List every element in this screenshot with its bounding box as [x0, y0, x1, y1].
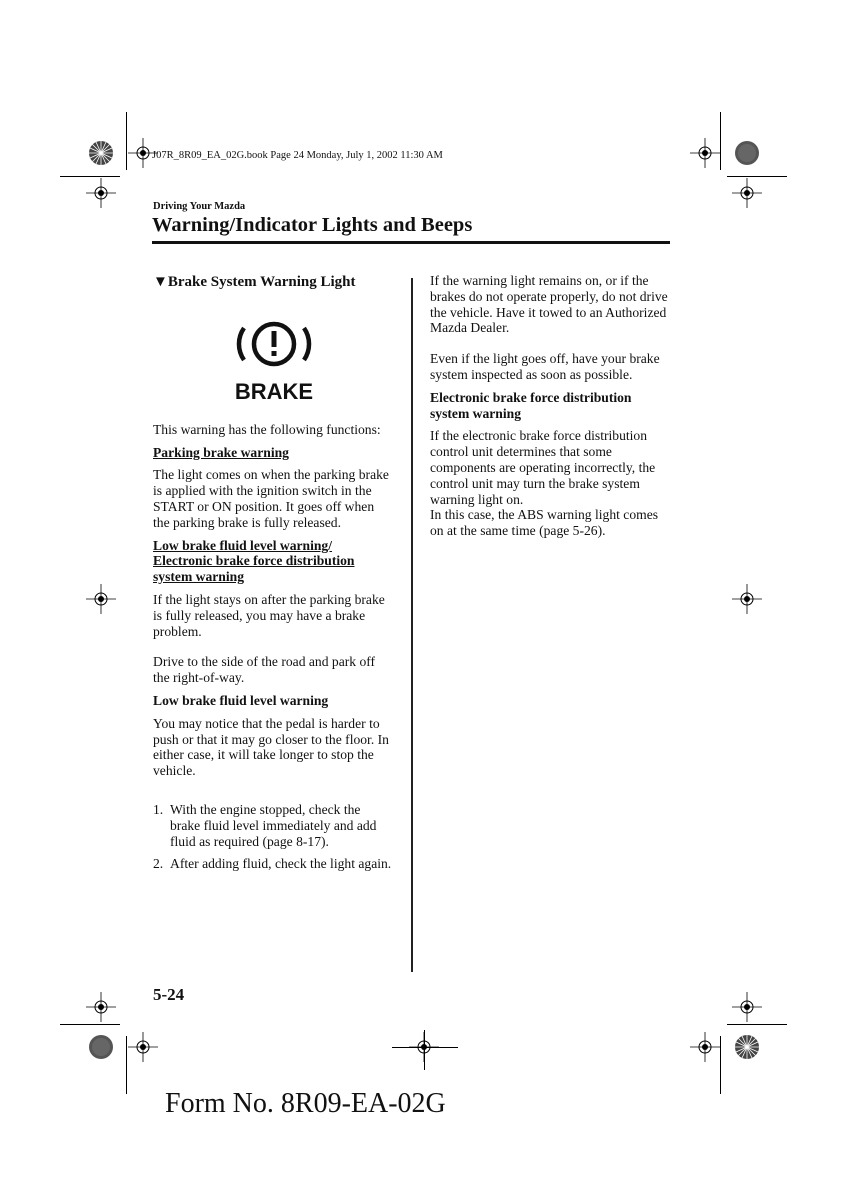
brake-icon-label: BRAKE — [234, 378, 314, 404]
crosshair-mark-icon — [86, 992, 116, 1022]
parking-brake-heading: Parking brake warning — [153, 444, 289, 460]
gray-dot-mark-icon — [88, 1034, 114, 1060]
crosshair-mark-icon — [690, 1032, 720, 1062]
sunburst-mark-icon — [734, 1034, 760, 1060]
crosshair-mark-icon — [86, 584, 116, 614]
crop-line — [720, 112, 721, 170]
parking-brake-text: The light comes on when the parking brake is applied with the ignition switch in the START or ON position. It goes off when the parking brake is fully released. — [153, 467, 389, 530]
sunburst-mark-icon — [88, 140, 114, 166]
crop-line — [60, 1024, 120, 1025]
gray-dot-mark-icon — [734, 140, 760, 166]
remains-on-text: If the warning light remains on, or if the brakes do not operate properly, do not drive the vehicle. Have it towed to an Authorized Mazda Dealer. — [430, 273, 668, 336]
crop-line — [126, 112, 127, 170]
goes-off-text: Even if the light goes off, have your brake system inspected as soon as possible. — [430, 351, 660, 382]
crop-line — [727, 1024, 787, 1025]
drive-aside-text: Drive to the side of the road and park off the right-of-way. — [153, 654, 376, 686]
down-triangle-icon: ▼ — [153, 274, 168, 290]
pedal-notice-text: You may notice that the pedal is harder to push or that it may go closer to the floor. In either case, it will take longer to stop the vehicle. — [153, 715, 389, 779]
brake-symbol-icon — [232, 314, 316, 376]
crop-line — [727, 176, 787, 177]
low-fluid-subheading: Low brake fluid level warning — [153, 692, 329, 708]
stays-on-text: If the light stays on after the parking brake is fully released, you may have a brake problem. — [153, 591, 385, 639]
crosshair-mark-icon — [86, 178, 116, 208]
right-column — [430, 273, 670, 539]
list-item: 1. With the engine stopped, check the brake fluid level immediately and add fluid as required (page 8-17). — [153, 801, 377, 849]
crop-line — [424, 1030, 425, 1070]
title-rule — [152, 241, 670, 244]
crop-line — [392, 1047, 458, 1048]
list-item: 2. After adding fluid, check the light again. — [153, 856, 392, 872]
crosshair-mark-icon — [690, 138, 720, 168]
left-column — [153, 273, 393, 872]
form-number: Form No. 8R09-EA-02G — [165, 1088, 446, 1119]
section-heading — [153, 273, 393, 291]
section-label: Driving Your Mazda — [153, 201, 246, 212]
crop-line — [60, 176, 120, 177]
file-info-header: J07R_8R09_EA_02G.book Page 24 Monday, July 1, 2002 11:30 AM — [152, 150, 443, 161]
low-fluid-heading: Low brake fluid level warning/ Electronic brake force distribution system warning — [153, 537, 355, 585]
abs-text: In this case, the ABS warning light comes on at the same time (page 5-26). — [430, 507, 659, 539]
crosshair-mark-icon — [128, 1032, 158, 1062]
steps-list — [153, 802, 393, 872]
crosshair-mark-icon — [732, 584, 762, 614]
crop-line — [126, 1036, 127, 1094]
ebd-heading: Electronic brake force distribution system warning — [430, 389, 632, 421]
intro-text: This warning has the following functions: — [153, 421, 381, 437]
crosshair-mark-icon — [732, 178, 762, 208]
ebd-text: If the electronic brake force distribution control unit determines that some components are operating incorrectly, the control unit may turn the brake system warning light on. — [430, 428, 656, 507]
crosshair-mark-icon — [732, 992, 762, 1022]
crop-line — [720, 1036, 721, 1094]
column-divider — [411, 278, 413, 972]
section-heading-text: Brake System Warning Light — [167, 274, 356, 290]
page-number: 5-24 — [153, 985, 185, 1004]
page-title: Warning/Indicator Lights and Beeps — [152, 214, 473, 236]
brake-warning-icon — [232, 314, 316, 403]
